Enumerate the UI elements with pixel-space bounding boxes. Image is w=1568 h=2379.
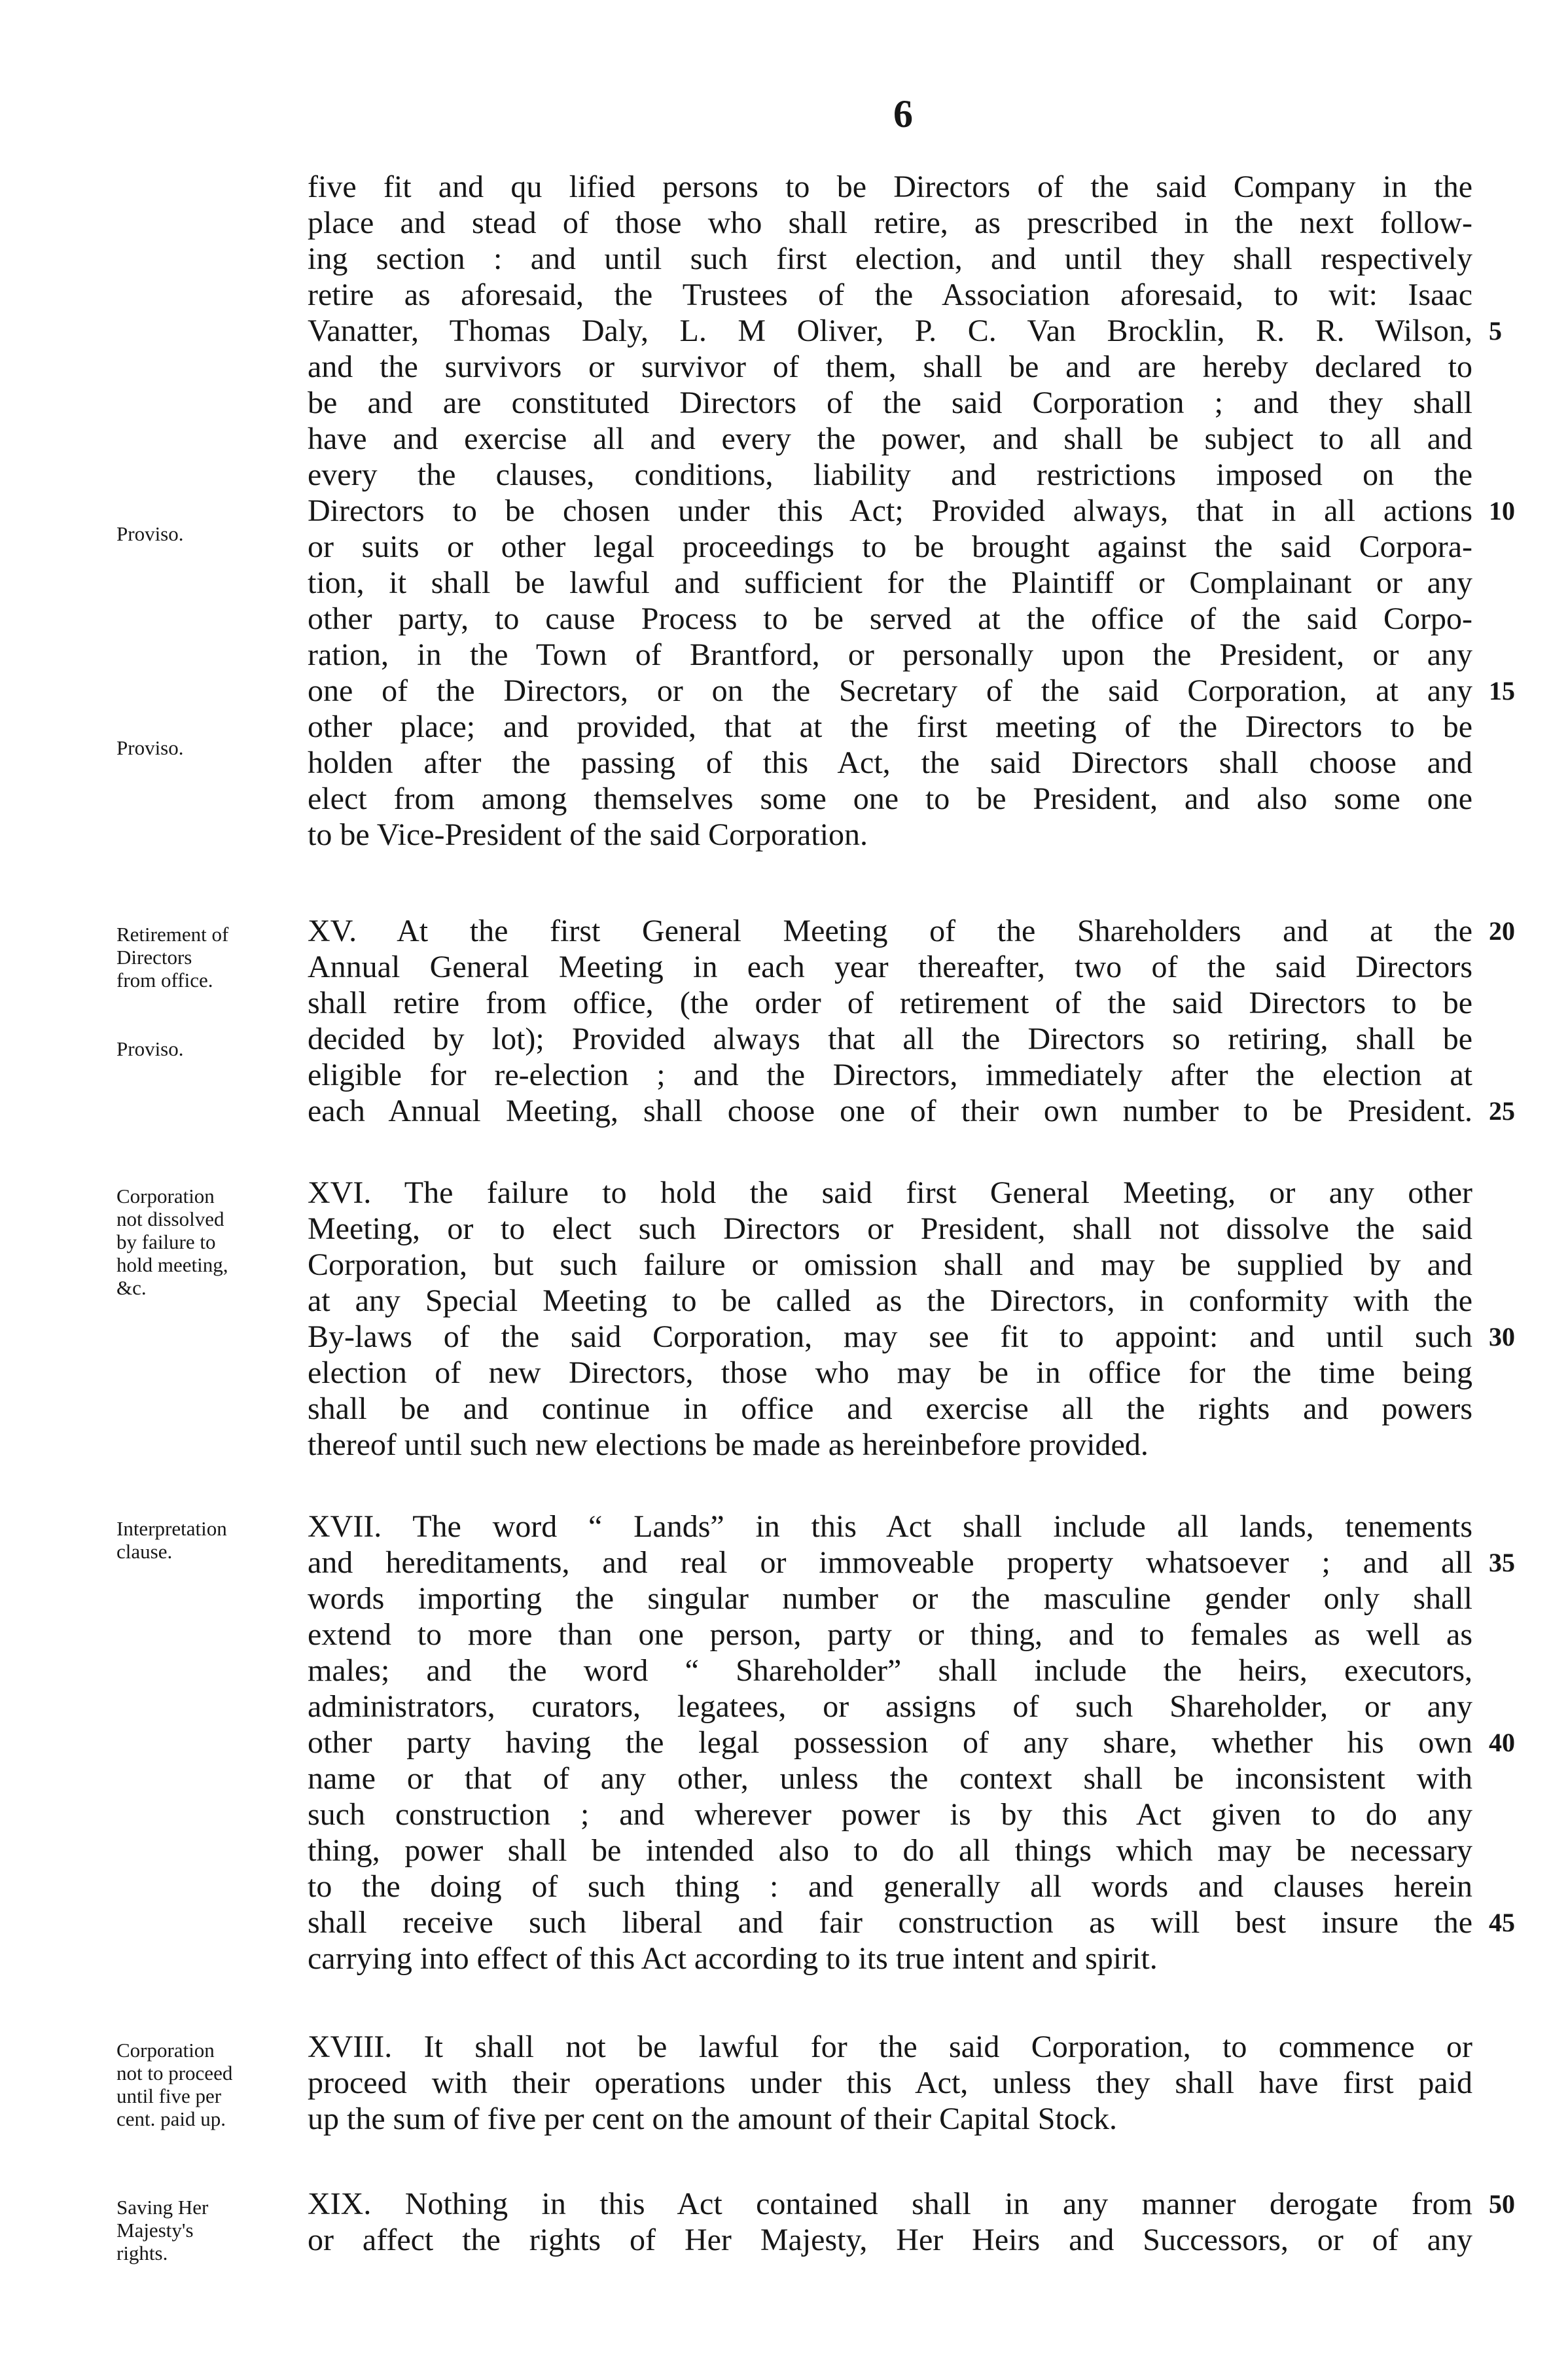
margin-note-line: Corporation [116,2039,215,2062]
text-line: other place; and provided, that at the first meeting of the Directors to be [308,709,1472,744]
text-line: such construction ; and wherever power is by this Act given to do any [308,1797,1472,1832]
text-line: election of new Directors, those who may be in office for the time being [308,1355,1472,1390]
text-line: other party having the legal possession of any share, whether his own [308,1725,1472,1760]
section-xviii [308,2029,1472,2137]
text-line: to the doing of such thing : and generally all words and clauses herein [308,1869,1472,1904]
text-line: place and stead of those who shall retire, as prescribed in the next follow- [308,206,1472,240]
text-line: decided by lot); Provided always that all the Directors so retiring, shall be [308,1022,1472,1056]
text-line: up the sum of five per cent on the amount of their Capital Stock. [308,2102,1118,2136]
text-line: ration, in the Town of Brantford, or personally upon the President, or any [308,637,1472,672]
text-line: holden after the passing of this Act, the said Directors shall choose and [308,745,1472,780]
text-line: Directors to be chosen under this Act; Provided always, that in all actions [308,493,1472,528]
text-line: thing, power shall be intended also to do all things which may be necessary [308,1833,1472,1868]
text-line: extend to more than one person, party or thing, and to females as well as [308,1617,1472,1652]
text-line: every the clauses, conditions, liability and restrictions imposed on the [308,457,1472,492]
text-line: one of the Directors, or on the Secretary of the said Corporation, at any [308,673,1472,708]
text-line: Annual General Meeting in each year thereafter, two of the said Directors [308,950,1472,984]
margin-note-line: Proviso. [116,1037,184,1060]
text-line: or suits or other legal proceedings to be brought against the said Corpora- [308,529,1472,564]
text-line: XV. At the first General Meeting of the Shareholders and at the [308,914,1472,948]
margin-note-retirement [116,923,313,992]
line-number: 20 [1489,916,1515,946]
text-line: and hereditaments, and real or immoveable property whatsoever ; and all [308,1545,1472,1580]
text-line: carrying into effect of this Act according to its true intent and spirit. [308,1941,1158,1976]
text-line: males; and the word “ Shareholder” shall include the heirs, executors, [308,1653,1472,1688]
margin-note-proviso [116,736,313,759]
text-line: thereof until such new elections be made as hereinbefore provided. [308,1427,1149,1462]
line-number: 40 [1489,1728,1515,1757]
text-line: XVII. The word “ Lands” in this Act shall include all lands, tenements [308,1509,1472,1544]
text-line: administrators, curators, legatees, or assigns of such Shareholder, or any [308,1689,1472,1724]
line-number: 15 [1489,676,1515,706]
text-line: tion, it shall be lawful and sufficient for the Plaintiff or Complainant or any [308,565,1472,600]
line-number: 25 [1489,1096,1515,1126]
text-line: name or that of any other, unless the context shall be inconsistent with [308,1761,1472,1796]
text-line: proceed with their operations under this Act, unless they shall have first paid [308,2066,1472,2100]
text-line: and the survivors or survivor of them, shall be and are hereby declared to [308,349,1472,384]
margin-note-not-to-proceed [116,2039,313,2130]
text-line: Meeting, or to elect such Directors or President, shall not dissolve the said [308,1211,1472,1246]
text-line: or affect the rights of Her Majesty, Her Heirs and Successors, or of any [308,2223,1472,2257]
margin-note-line: Directors [116,946,192,969]
section-xix [308,2186,1472,2258]
page-number: 6 [893,92,913,135]
text-line: Corporation, but such failure or omission shall and may be supplied by and [308,1247,1472,1282]
margin-note-line: until five per [116,2084,222,2107]
margin-note-line: rights. [116,2242,168,2264]
text-line: to be Vice-President of the said Corporation. [308,817,868,852]
margin-note-line: not to proceed [116,2062,233,2084]
margin-note-line: Saving Her [116,2196,209,2219]
section-xv [308,913,1472,1129]
margin-note-line: &c. [116,1276,147,1299]
line-number: 5 [1489,316,1502,346]
line-number: 10 [1489,496,1515,526]
text-line: shall retire from office, (the order of retirement of the said Directors to be [308,986,1472,1020]
margin-note-line: cent. paid up. [116,2107,226,2130]
margin-note-interpretation [116,1517,313,1563]
text-line: ing section : and until such first election, and until they shall respectively [308,241,1472,276]
text-line: elect from among themselves some one to be President, and also some one [308,781,1472,816]
text-line: shall be and continue in office and exercise all the rights and powers [308,1391,1472,1426]
line-number: 35 [1489,1548,1515,1577]
section-xvi [308,1175,1472,1463]
margin-note-line: Corporation [116,1185,215,1207]
text-line: five fit and qu lified persons to be Directors of the said Company in the [308,170,1472,204]
text-line: eligible for re-election ; and the Directors, immediately after the election at [308,1058,1472,1092]
margin-note-line: Retirement of [116,923,229,946]
margin-note-line: Proviso. [116,522,184,545]
text-line: words importing the singular number or the masculine gender only shall [308,1581,1472,1616]
margin-note-line: clause. [116,1540,173,1563]
text-line: have and exercise all and every the power, and shall be subject to all and [308,421,1472,456]
margin-note-line: by failure to [116,1230,216,1253]
margin-note-saving [116,2196,313,2264]
text-line: Vanatter, Thomas Daly, L. M Oliver, P. C. Van Brocklin, R. R. Wilson, [308,313,1472,348]
margin-note-line: not dissolved [116,1207,224,1230]
text-line: XIX. Nothing in this Act contained shall in any manner derogate from [308,2187,1472,2221]
text-line: retire as aforesaid, the Trustees of the Association aforesaid, to wit: Isaac [308,277,1472,312]
margin-note-not-dissolved [116,1185,313,1299]
margin-note-proviso [116,522,313,545]
section-xvii [308,1509,1472,1977]
margin-note-line: Proviso. [116,736,184,759]
text-line: be and are constituted Directors of the said Corporation ; and they shall [308,385,1472,420]
margin-note-line: from office. [116,969,213,992]
margin-note-line: Majesty's [116,2219,194,2242]
margin-note-proviso [116,1037,313,1060]
text-line: By-laws of the said Corporation, may see fit to appoint: and until such [308,1319,1472,1354]
margin-note-line: hold meeting, [116,1253,228,1276]
line-number: 45 [1489,1908,1515,1937]
margin-note-line: Interpretation [116,1517,227,1540]
section-continuation [308,169,1472,853]
text-line: each Annual Meeting, shall choose one of their own number to be President. [308,1094,1472,1128]
text-line: XVIII. It shall not be lawful for the said Corporation, to commence or [308,2030,1472,2064]
line-number: 50 [1489,2189,1515,2219]
line-number: 30 [1489,1322,1515,1351]
text-line: XVI. The failure to hold the said first General Meeting, or any other [308,1175,1472,1210]
text-line: shall receive such liberal and fair construction as will best insure the [308,1905,1472,1940]
text-line: at any Special Meeting to be called as the Directors, in conformity with the [308,1283,1472,1318]
text-line: other party, to cause Process to be served at the office of the said Corpo- [308,601,1472,636]
